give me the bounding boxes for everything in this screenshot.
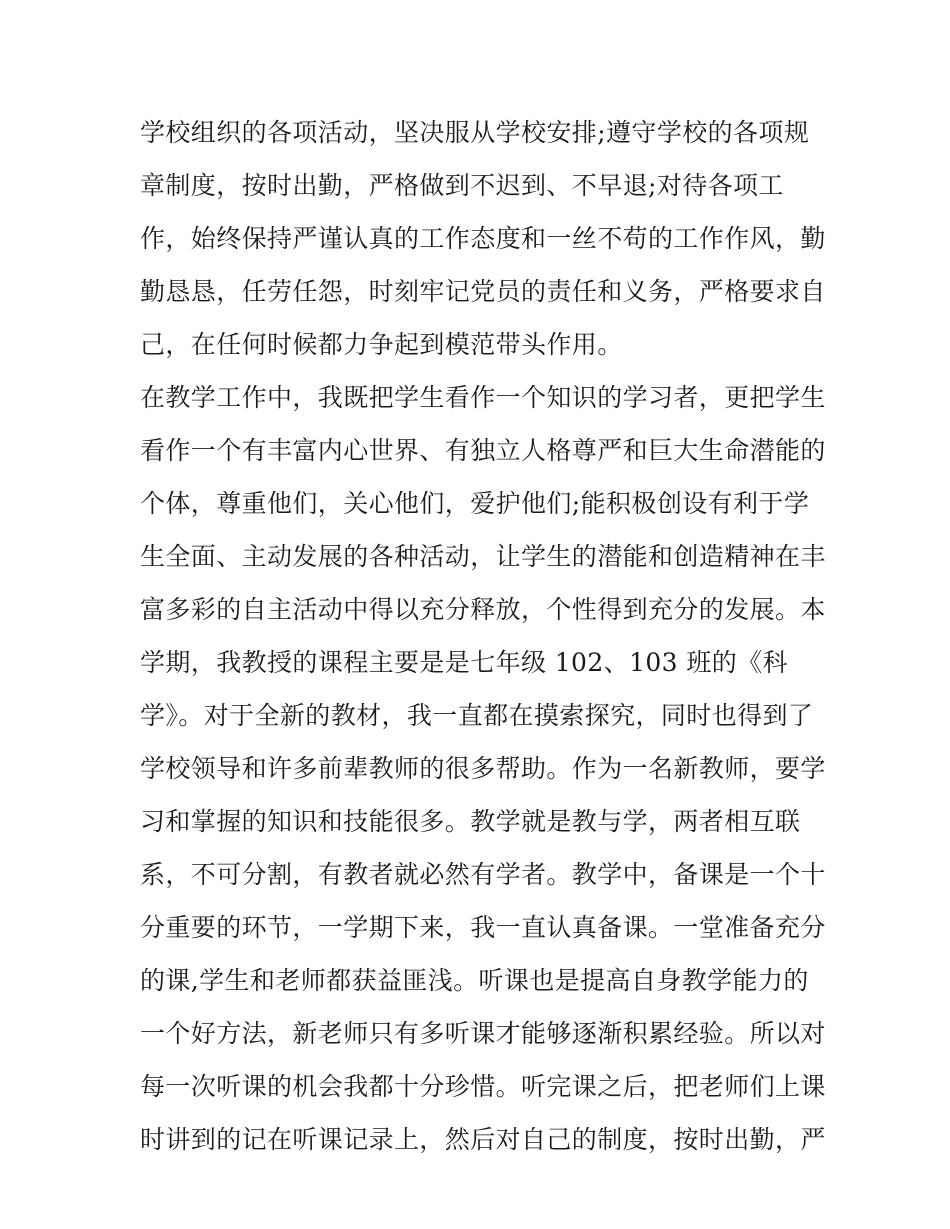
text-line-12: 学》。对于全新的教材，我一直都在摸索探究，同时也得到了 xyxy=(140,701,814,730)
text-line-19: 每一次听课的机会我都十分珍惜。听完课之后，把老师们上课 xyxy=(140,1072,826,1101)
text-line-16: 分重要的环节，一学期下来，我一直认真备课。一堂准备充分 xyxy=(140,913,826,942)
text-line-5: 己，在任何时候都力争起到模范带头作用。 xyxy=(140,330,623,359)
text-line-3: 作，始终保持严谨认真的工作态度和一丝不苟的工作作风，勤 xyxy=(140,224,826,253)
text-line-9: 生全面、主动发展的各种活动，让学生的潜能和创造精神在丰 xyxy=(140,542,826,571)
text-line-20: 时讲到的记在听课记录上，然后对自己的制度，按时出勤，严 xyxy=(140,1125,826,1154)
text-line-4: 勤恳恳，任劳任怨，时刻牢记党员的责任和义务，严格要求自 xyxy=(140,277,826,306)
text-line-7: 看作一个有丰富内心世界、有独立人格尊严和巨大生命潜能的 xyxy=(140,436,826,465)
text-line-10: 富多彩的自主活动中得以充分释放，个性得到充分的发展。本 xyxy=(140,595,826,624)
text-line-14: 习和掌握的知识和技能很多。教学就是教与学，两者相互联 xyxy=(140,807,801,836)
text-line-18: 一个好方法，新老师只有多听课才能够逐渐积累经验。所以对 xyxy=(140,1019,826,1048)
text-line-11: 学期，我教授的课程主要是是七年级 102、103 班的《科 xyxy=(140,648,788,677)
body-text xyxy=(140,106,826,1166)
text-line-15: 系，不可分割，有教者就必然有学者。教学中，备课是一个十 xyxy=(140,860,826,889)
text-line-2: 章制度，按时出勤，严格做到不迟到、不早退;对待各项工 xyxy=(140,171,784,200)
text-line-17: 的课,学生和老师都获益匪浅。听课也是提高自身教学能力的 xyxy=(140,966,809,995)
text-line-6: 在教学工作中，我既把学生看作一个知识的学习者，更把学生 xyxy=(140,383,826,412)
text-line-8: 个体，尊重他们，关心他们，爱护他们;能积极创设有利于学 xyxy=(140,489,810,518)
text-line-13: 学校领导和许多前辈教师的很多帮助。作为一名新教师，要学 xyxy=(140,754,826,783)
text-line-1: 学校组织的各项活动，坚决服从学校安排;遵守学校的各项规 xyxy=(140,118,810,147)
